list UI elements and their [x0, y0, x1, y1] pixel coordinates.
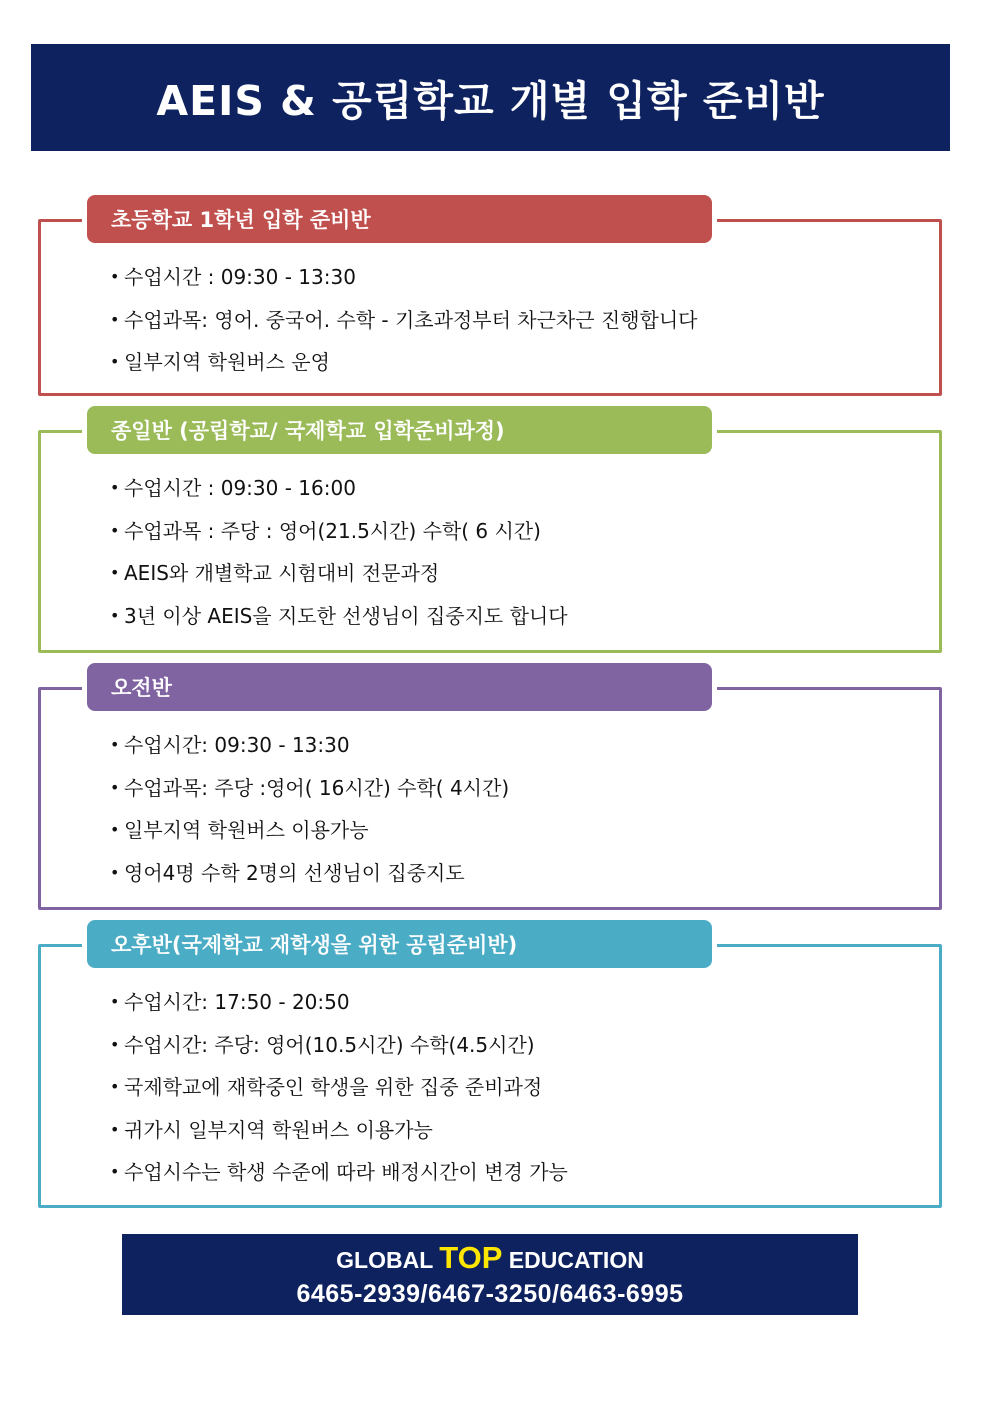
footer-banner: [122, 1234, 858, 1315]
list-item: • 3년 이상 AEIS을 지도한 선생님이 집중지도 합니다: [110, 595, 568, 638]
section-elementary: [38, 195, 942, 396]
section-heading: 종일반 (공립학교/ 국제학교 입학준비과정): [111, 419, 505, 443]
list-item: • 수업과목 : 주당 : 영어(21.5시간) 수학( 6 시간): [110, 510, 568, 553]
list-item: • 수업시수는 학생 수준에 따라 배정시간이 변경 가능: [110, 1151, 568, 1194]
footer-phones: 6465-2939/6467-3250/6463-6995: [296, 1279, 684, 1308]
list-item: • AEIS와 개별학교 시험대비 전문과정: [110, 552, 568, 595]
list-item: • 국제학교에 재학중인 학생을 위한 집중 준비과정: [110, 1066, 568, 1109]
section-heading: 오전반: [111, 676, 172, 700]
section-heading-tab: [87, 663, 712, 711]
section-afternoon: [38, 920, 942, 1208]
list-item: • 수업시간: 09:30 - 13:30: [110, 724, 509, 767]
section-list: [110, 981, 568, 1194]
section-heading: 오후반(국제학교 재학생을 위한 공립준비반): [111, 933, 518, 957]
brand-suffix: EDUCATION: [502, 1246, 644, 1273]
title-banner: [31, 44, 950, 151]
section-heading: 초등학교 1학년 입학 준비반: [111, 208, 371, 232]
section-heading-tab: [87, 920, 712, 968]
brand-prefix: GLOBAL: [336, 1246, 440, 1273]
list-item: • 수업시간: 17:50 - 20:50: [110, 981, 568, 1024]
list-item: • 수업시간 : 09:30 - 13:30: [110, 256, 698, 299]
brand-highlight: TOP: [439, 1239, 503, 1275]
section-heading-tab: [87, 406, 712, 454]
list-item: • 일부지역 학원버스 이용가능: [110, 809, 509, 852]
list-item: • 영어4명 수학 2명의 선생님이 집중지도: [110, 852, 509, 895]
list-item: • 수업시간: 주당: 영어(10.5시간) 수학(4.5시간): [110, 1024, 568, 1067]
section-list: [110, 467, 568, 637]
section-list: [110, 256, 698, 384]
section-list: [110, 724, 509, 894]
list-item: • 수업시간 : 09:30 - 16:00: [110, 467, 568, 510]
list-item: • 수업과목: 영어. 중국어. 수학 - 기초과정부터 차근차근 진행합니다: [110, 299, 698, 342]
list-item: • 귀가시 일부지역 학원버스 이용가능: [110, 1109, 568, 1152]
page-title: AEIS & 공립학교 개별 입학 준비반: [156, 77, 825, 125]
section-heading-tab: [87, 195, 712, 243]
section-full-day: [38, 406, 942, 653]
list-item: • 일부지역 학원버스 운영: [110, 341, 698, 384]
footer-brand: [336, 1240, 644, 1278]
section-morning: [38, 663, 942, 910]
list-item: • 수업과목: 주당 :영어( 16시간) 수학( 4시간): [110, 767, 509, 810]
